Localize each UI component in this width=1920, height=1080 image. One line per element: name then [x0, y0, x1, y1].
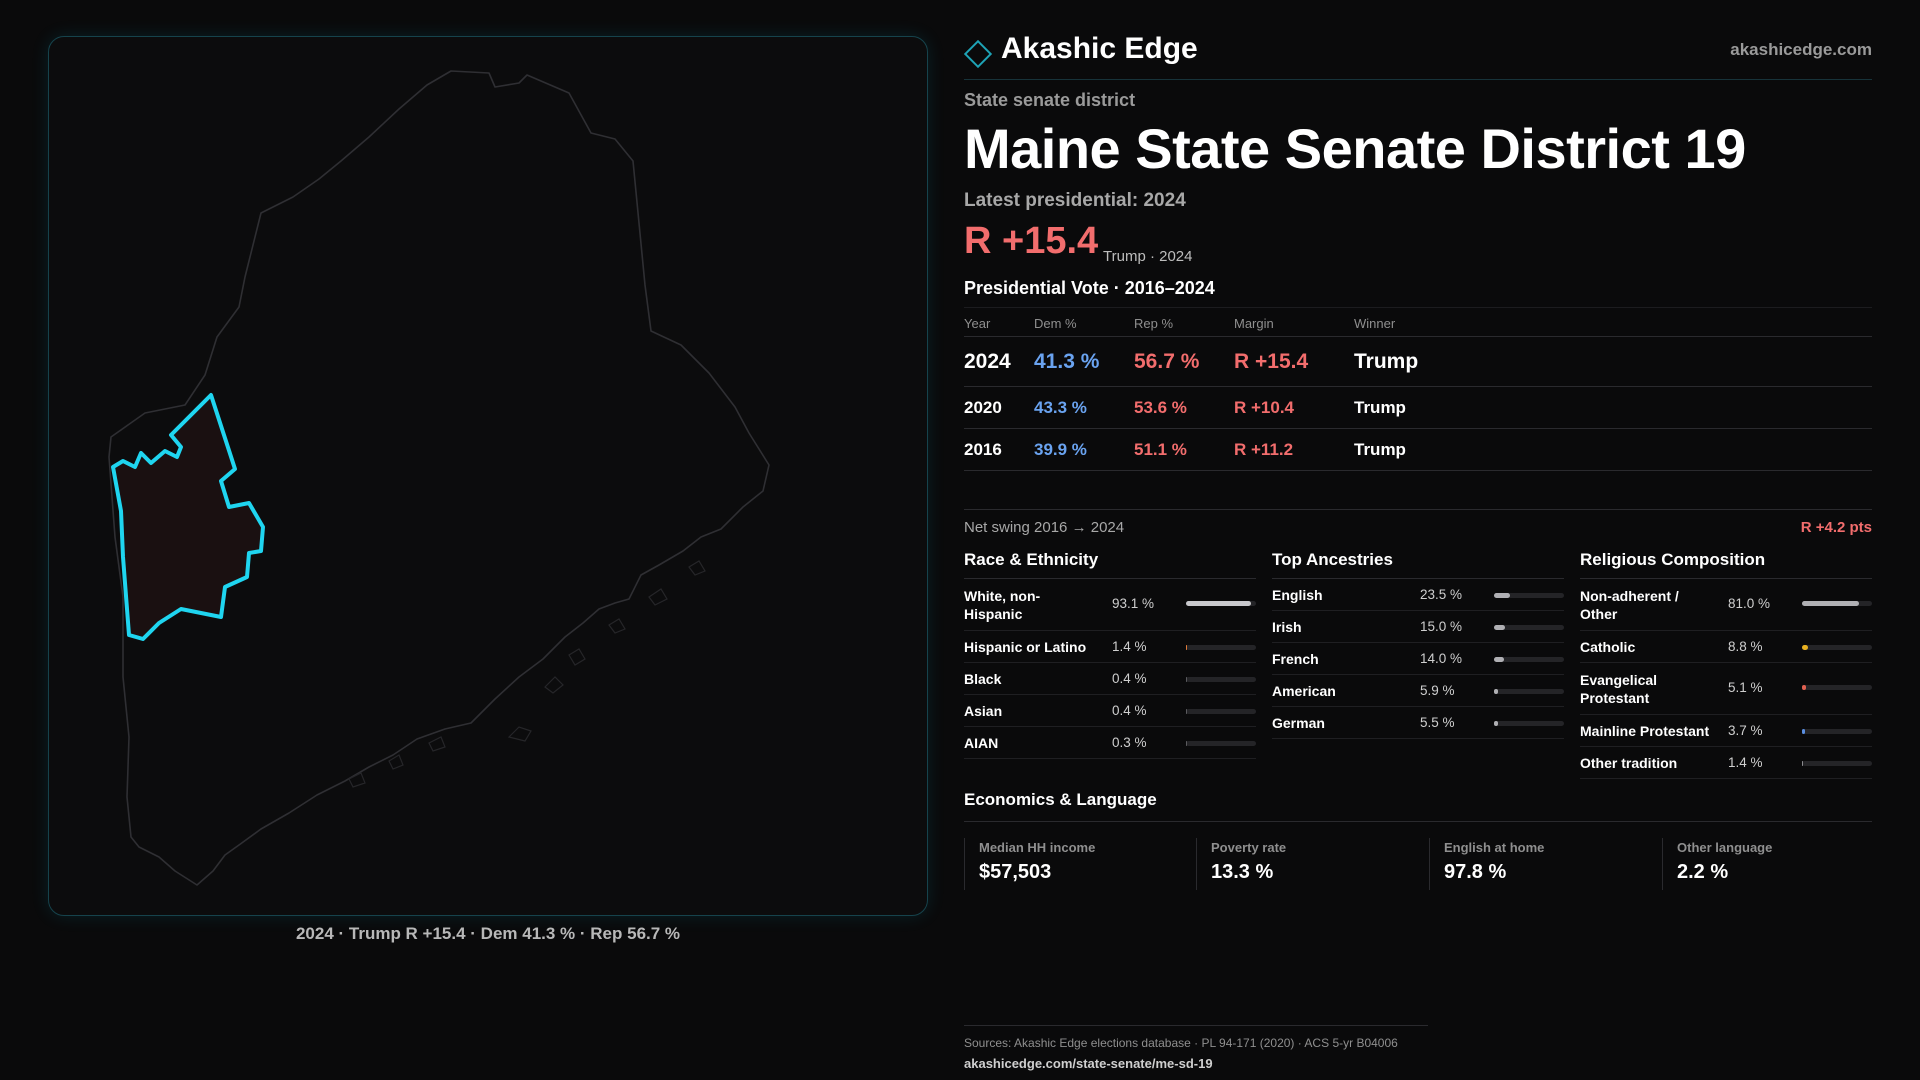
district-profile: [964, 30, 1872, 1071]
stat-bar-fill: [1494, 689, 1498, 694]
table-header: [964, 307, 1872, 337]
stat-card: [964, 838, 1184, 890]
stat-bar: [1186, 645, 1256, 650]
stat-value: 14.0 %: [1420, 651, 1463, 666]
stat-label: AIAN: [964, 735, 999, 751]
stat-value: 81.0 %: [1728, 596, 1771, 611]
economics-stats: [964, 838, 1872, 890]
stat-bar-fill: [1186, 601, 1251, 606]
list-item: [1272, 579, 1564, 611]
stat-label: German: [1272, 715, 1325, 731]
table-row: [964, 387, 1872, 429]
header-winner: Winner: [1354, 316, 1396, 331]
list-item: [1272, 643, 1564, 675]
header-margin: Margin: [1234, 316, 1274, 331]
list-item: [964, 579, 1256, 631]
table-row: [964, 429, 1872, 471]
stat-value: 15.0 %: [1420, 619, 1463, 634]
stat-card: [1429, 838, 1649, 890]
religion-panel: [1580, 547, 1872, 779]
stat-bar-fill: [1802, 685, 1806, 690]
stat-bar-fill: [1494, 657, 1504, 662]
race-ethnicity-panel: [964, 547, 1256, 759]
list-item: [964, 695, 1256, 727]
divider: [964, 821, 1872, 822]
map-caption: 2024 · Trump R +15.4 · Dem 41.3 % · Rep 56.7 %: [295, 924, 681, 943]
stat-bar: [1186, 709, 1256, 714]
stat-value: 0.4 %: [1112, 703, 1147, 718]
row-winner: Trump: [1354, 398, 1406, 417]
stat-value: 23.5 %: [1420, 587, 1463, 602]
list-item: [1272, 675, 1564, 707]
stat-bar-fill: [1186, 709, 1187, 714]
list-item: [1272, 611, 1564, 643]
stat-bar-fill: [1802, 601, 1859, 606]
net-swing: [964, 509, 1872, 535]
stat-bar: [1802, 685, 1872, 690]
stat-label: French: [1272, 651, 1319, 667]
brand-header: [964, 30, 1872, 80]
latest-presidential-label: Latest presidential: 2024: [964, 190, 1186, 211]
row-winner: Trump: [1354, 350, 1419, 373]
row-year: 2020: [964, 398, 1002, 417]
stat-label: Other tradition: [1580, 755, 1678, 771]
stat-label: Irish: [1272, 619, 1302, 635]
list-item: [964, 631, 1256, 663]
stat-value: 5.5 %: [1420, 715, 1455, 730]
stat-card-value: $57,503: [979, 861, 1052, 883]
stat-bar-fill: [1802, 645, 1808, 650]
stat-value: 5.1 %: [1728, 680, 1763, 695]
stat-label: Asian: [964, 703, 1003, 719]
stat-value: 3.7 %: [1728, 723, 1763, 738]
coast-islands: [349, 561, 705, 787]
stat-bar: [1494, 721, 1564, 726]
table-row: [964, 337, 1872, 387]
maine-state-map: [49, 37, 928, 916]
stat-bar-fill: [1802, 729, 1805, 734]
headline-margin: R +15.4: [964, 220, 1099, 262]
row-margin: R +10.4: [1234, 398, 1295, 417]
page-title: Maine State Senate District 19: [964, 117, 1746, 180]
row-year: 2024: [964, 350, 1011, 373]
vote-table-title: Presidential Vote · 2016–2024: [964, 278, 1215, 298]
stat-bar: [1494, 593, 1564, 598]
list-item: [1580, 631, 1872, 663]
stat-value: 5.9 %: [1420, 683, 1455, 698]
stat-card-label: English at home: [1444, 840, 1545, 855]
stat-label: English: [1272, 587, 1323, 603]
brand-name[interactable]: Akashic Edge: [1001, 32, 1198, 65]
stat-bar-fill: [1494, 625, 1505, 630]
stat-bar: [1186, 741, 1256, 746]
row-winner: Trump: [1354, 440, 1406, 459]
stat-bar: [1186, 677, 1256, 682]
stat-card: [1196, 838, 1416, 890]
net-swing-value: R +4.2 pts: [1800, 519, 1872, 536]
stat-bar-fill: [1802, 761, 1803, 766]
row-margin: R +11.2: [1234, 440, 1294, 459]
stat-card-value: 97.8 %: [1444, 861, 1507, 883]
list-item: [964, 663, 1256, 695]
stat-label: Catholic: [1580, 639, 1636, 655]
stat-bar-fill: [1494, 721, 1498, 726]
list-item: [964, 727, 1256, 759]
stat-bar: [1186, 601, 1256, 606]
stat-card: [1662, 838, 1882, 890]
row-rep: 51.1 %: [1134, 440, 1187, 459]
stat-card-value: 13.3 %: [1211, 861, 1274, 883]
stat-value: 1.4 %: [1112, 639, 1147, 654]
stat-bar: [1494, 689, 1564, 694]
stat-bar: [1802, 645, 1872, 650]
stat-bar: [1494, 657, 1564, 662]
net-swing-label: Net swing 2016 → 2024: [964, 519, 1125, 536]
highlighted-district[interactable]: [113, 395, 263, 639]
stat-label: Black: [964, 671, 1002, 687]
stat-bar: [1494, 625, 1564, 630]
stat-value: 0.3 %: [1112, 735, 1147, 750]
sources-link[interactable]: akashicedge.com/state-senate/me-sd-19: [964, 1056, 1213, 1071]
race-ethnicity-title: Race & Ethnicity: [964, 547, 1256, 579]
district-kicker: State senate district: [964, 90, 1136, 110]
row-dem: 43.3 %: [1034, 398, 1087, 417]
headline-margin-note: Trump · 2024: [1103, 248, 1193, 265]
stat-card-value: 2.2 %: [1677, 861, 1729, 883]
list-item: [1580, 715, 1872, 747]
stat-value: 93.1 %: [1112, 596, 1155, 611]
stat-value: 0.4 %: [1112, 671, 1147, 686]
ancestry-title: Top Ancestries: [1272, 547, 1564, 579]
stat-bar: [1802, 761, 1872, 766]
presidential-vote-table: [964, 307, 1872, 471]
list-item: [1272, 707, 1564, 739]
stat-label: Non-adherent / Other: [1580, 588, 1679, 622]
list-item: [1580, 579, 1872, 631]
stat-label: American: [1272, 683, 1336, 699]
stat-bar-fill: [1494, 593, 1510, 598]
row-dem: 39.9 %: [1034, 440, 1087, 459]
stat-label: White, non-Hispanic: [964, 588, 1041, 622]
row-year: 2016: [964, 440, 1002, 459]
stat-bar: [1802, 601, 1872, 606]
brand-url[interactable]: akashicedge.com: [1730, 40, 1872, 59]
stat-card-label: Other language: [1677, 840, 1773, 855]
diamond-logo-icon: [964, 40, 992, 68]
row-margin: R +15.4: [1234, 350, 1309, 373]
stat-label: Mainline Protestant: [1580, 723, 1710, 739]
stat-value: 8.8 %: [1728, 639, 1763, 654]
sources-text: Sources: Akashic Edge elections database · PL 94-171 (2020) · ACS 5-yr B04006: [964, 1036, 1398, 1050]
district-map[interactable]: [48, 36, 928, 916]
stat-bar-fill: [1186, 677, 1187, 682]
stat-value: 1.4 %: [1728, 755, 1763, 770]
list-item: [1580, 663, 1872, 715]
divider: [964, 1025, 1428, 1026]
economics-title: Economics & Language: [964, 790, 1157, 809]
stat-bar-fill: [1186, 645, 1187, 650]
stat-label: Hispanic or Latino: [964, 639, 1087, 655]
header-rep: Rep %: [1134, 316, 1174, 331]
list-item: [1580, 747, 1872, 779]
stat-bar: [1802, 729, 1872, 734]
row-rep: 53.6 %: [1134, 398, 1187, 417]
religion-title: Religious Composition: [1580, 547, 1872, 579]
stat-label: Evangelical Protestant: [1580, 672, 1658, 706]
row-dem: 41.3 %: [1034, 350, 1100, 373]
stat-bar-fill: [1186, 741, 1187, 746]
ancestry-panel: [1272, 547, 1564, 739]
stat-card-label: Median HH income: [979, 840, 1096, 855]
stat-card-label: Poverty rate: [1211, 840, 1287, 855]
header-year: Year: [964, 316, 991, 331]
header-dem: Dem %: [1034, 316, 1077, 331]
row-rep: 56.7 %: [1134, 350, 1200, 373]
